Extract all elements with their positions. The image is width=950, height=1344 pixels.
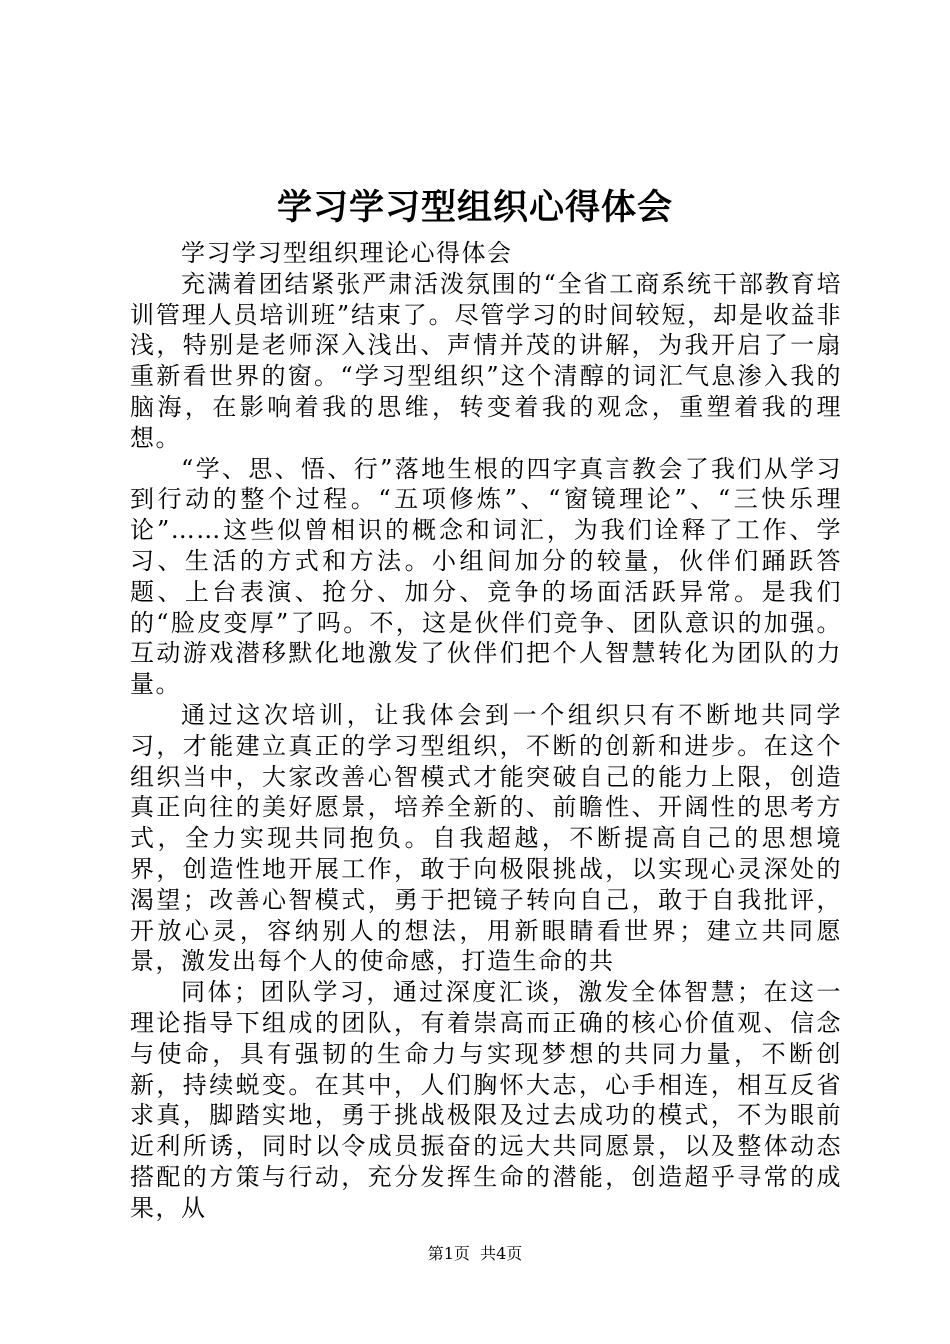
paragraph-4: 同体；团队学习，通过深度汇谈，激发全体智慧；在这一理论指导下组成的团队，有着崇高而正确的核心价值观、信念与使命，具有强韧的生命力与实现梦想的共同力量，不断创新，持续蜕变。在其中，人们胸怀大志，心手相连，相互反省求真，脚踏实地，勇于挑战极限及过去成功的模式，不为眼前近利所诱，同时以令成员振奋的远大共同愿景，以及整体动态搭配的方策与行动，充分发挥生命的潜能，创造超乎寻常的成果，从 bbox=[130, 978, 842, 1222]
document-body bbox=[130, 238, 842, 1224]
paragraph-2: “学、思、悟、行”落地生根的四字真言教会了我们从学习到行动的整个过程。“五项修炼”、“窗镜理论”、“三快乐理论”……这些似曾相识的概念和词汇，为我们诠释了工作、学习、生活的方式和方法。小组间加分的较量，伙伴们踊跃答题、上台表演、抢分、加分、竞争的场面活跃异常。是我们的“脸皮变厚”了吗。不，这是伙伴们竞争、团队意识的加强。互动游戏潜移默化地激发了伙伴们把个人智慧转化为团队的力量。 bbox=[130, 454, 842, 699]
document-title: 学习学习型组织心得体会 bbox=[276, 187, 673, 228]
paragraph-3: 通过这次培训，让我体会到一个组织只有不断地共同学习，才能建立真正的学习型组织，不断的创新和进步。在这个组织当中，大家改善心智模式才能突破自己的能力上限，创造真正向往的美好愿景，培养全新的、前瞻性、开阔性的思考方式，全力实现共同抱负。自我超越，不断提高自己的思想境界，创造性地开展工作，敢于向极限挑战，以实现心灵深处的渴望；改善心智模式，勇于把镜子转向自己，敢于自我批评，开放心灵，容纳别人的想法，用新眼睛看世界；建立共同愿景，激发出每个人的使命感，打造生命的共 bbox=[130, 700, 842, 976]
page-total: 共4页 bbox=[480, 1244, 523, 1263]
document-subtitle: 学习学习型组织理论心得体会 bbox=[181, 239, 513, 267]
paragraph-1: 充满着团结紧张严肃活泼氛围的“全省工商系统干部教育培训管理人员培训班”结束了。尽管学习的时间较短，却是收益非浅，特别是老师深入浅出、声情并茂的讲解，为我开启了一扇重新看世界的窗。“学习型组织”这个清醇的词汇气息渗入我的脑海，在影响着我的思维，转变着我的观念，重塑着我的理想。 bbox=[130, 269, 842, 452]
page-number: 第1页 bbox=[427, 1244, 470, 1263]
page-footer bbox=[0, 1243, 950, 1265]
